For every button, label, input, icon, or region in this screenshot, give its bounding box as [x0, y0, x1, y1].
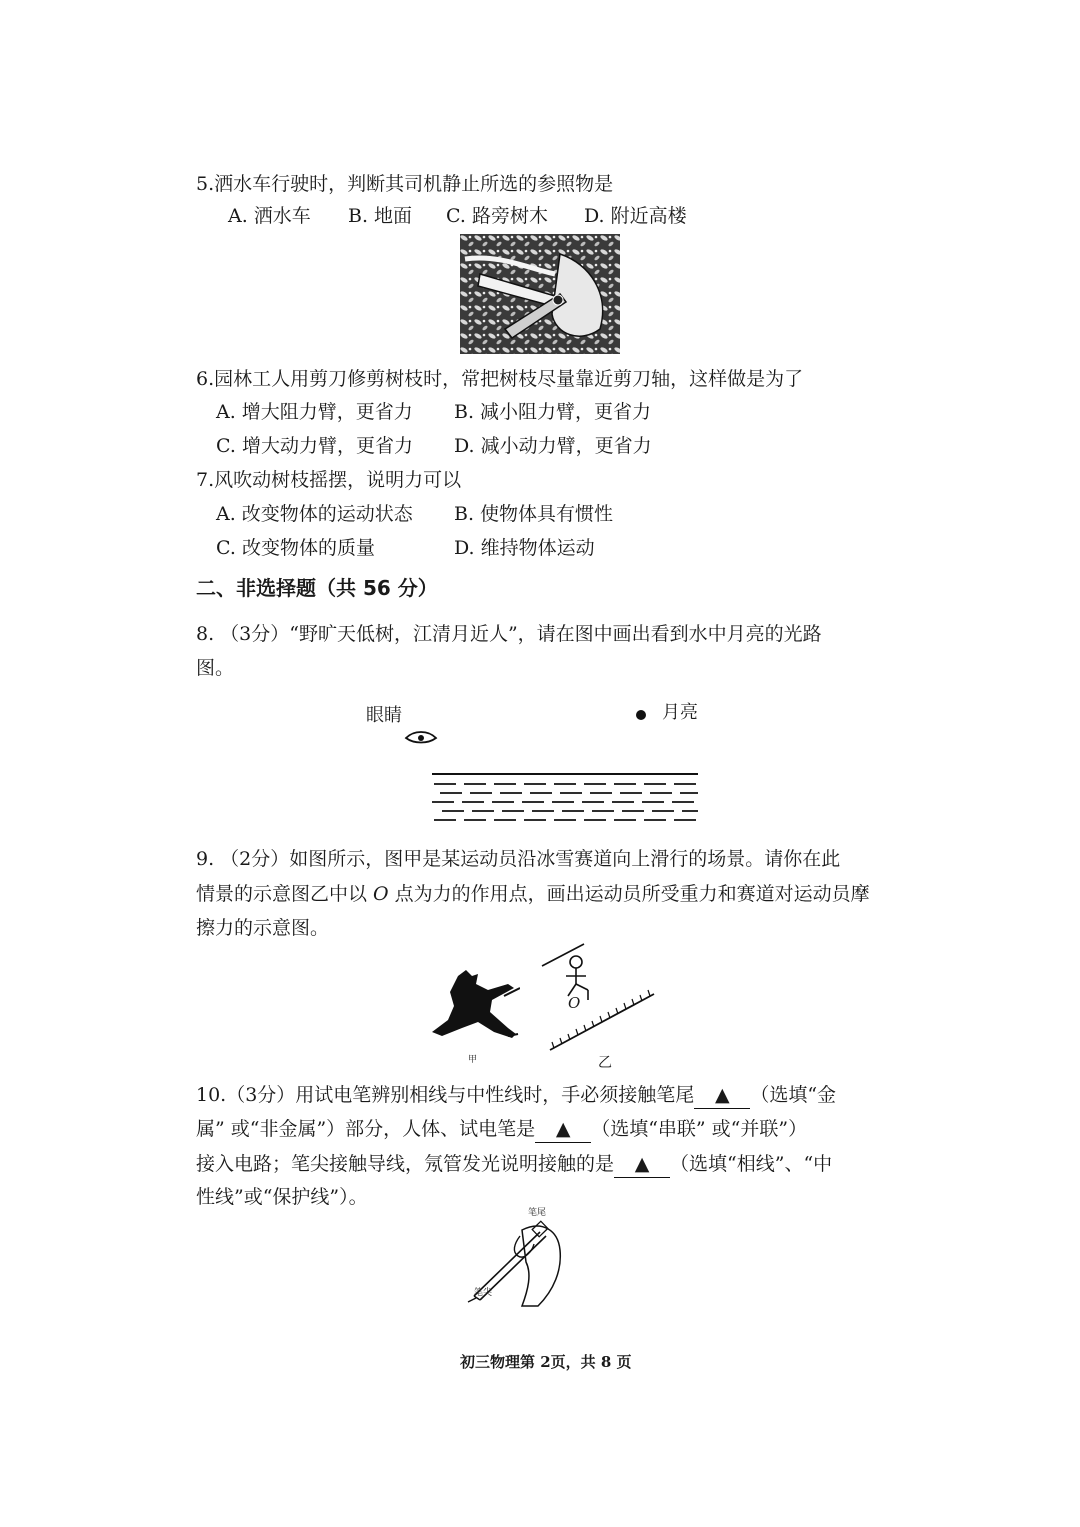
water-surface-figure — [430, 768, 702, 824]
fig-label-o: O — [568, 994, 581, 1012]
q5-option-a: A. 洒水车 — [228, 205, 311, 227]
q10-line-1-a: 10.（3分）用试电笔辨别相线与中性线时，手必须接触笔尾 — [196, 1084, 695, 1106]
test-pencil-hand-figure — [462, 1210, 574, 1314]
fig-label-tip: 笔尖 — [474, 1288, 493, 1298]
q7-option-c: C. 改变物体的质量 — [216, 537, 375, 559]
eye-label: 眼睛 — [366, 705, 402, 726]
q5-option-b: B. 地面 — [348, 205, 413, 227]
q7-stem: 7.风吹动树枝摇摆，说明力可以 — [196, 469, 462, 491]
q6-option-a: A. 增大阻力臂，更省力 — [216, 401, 413, 423]
q9-line-1: 9. （2分）如图所示，图甲是某运动员沿冰雪赛道向上滑行的场景。请你在此 — [196, 848, 841, 870]
fig-label-tail: 笔尾 — [528, 1208, 547, 1218]
q8-line-2: 图。 — [196, 657, 235, 679]
answer-blank-3[interactable]: ▲ — [614, 1151, 670, 1178]
q8-line-1: 8. （3分）“野旷天低树，江清月近人”，请在图中画出看到水中月亮的光路 — [196, 623, 822, 645]
q9-line-3: 擦力的示意图。 — [196, 917, 330, 939]
q9-point-o: O — [373, 883, 389, 905]
q6-option-d: D. 减小动力臂，更省力 — [454, 435, 652, 457]
section-title: 二、非选择题（共 56 分） — [196, 576, 438, 600]
fig-label-yi: 乙 — [598, 1055, 612, 1071]
q6-option-c: C. 增大动力臂，更省力 — [216, 435, 413, 457]
q5-stem: 5.洒水车行驶时，判断其司机静止所选的参照物是 — [196, 173, 614, 195]
q7-option-b: B. 使物体具有惯性 — [454, 503, 614, 525]
q10-line-2-a: 属” 或“非金属”）部分，人体、试电笔是 — [196, 1118, 536, 1140]
q10-line-2-b: （选填“串联” 或“并联”） — [591, 1118, 808, 1140]
page-footer: 初三物理第 2页，共 8 页 — [460, 1353, 632, 1371]
moon-dot-icon — [634, 708, 648, 722]
q10-line-1 — [196, 1082, 836, 1109]
q9-line-2-b: 点为力的作用点，画出运动员所受重力和赛道对运动员摩 — [388, 883, 870, 905]
q5-option-d: D. 附近高楼 — [584, 205, 687, 227]
moon-label: 月亮 — [662, 702, 698, 723]
q7-option-d: D. 维持物体运动 — [454, 537, 595, 559]
q7-option-a: A. 改变物体的运动状态 — [216, 503, 413, 525]
q10-line-3 — [196, 1151, 832, 1178]
scissors-branch-photo — [460, 234, 620, 354]
q6-stem: 6.园林工人用剪刀修剪树枝时，常把树枝尽量靠近剪刀轴，这样做是为了 — [196, 368, 804, 390]
q5-option-c: C. 路旁树木 — [446, 205, 548, 227]
q9-line-2-a: 情景的示意图乙中以 — [196, 883, 374, 905]
slope-diagram — [538, 938, 660, 1056]
q10-line-4: 性线”或“保护线”）。 — [196, 1186, 368, 1208]
skier-photo — [428, 966, 520, 1056]
answer-blank-1[interactable]: ▲ — [694, 1082, 750, 1109]
answer-blank-2[interactable]: ▲ — [535, 1116, 591, 1143]
q10-line-3-a: 接入电路；笔尖接触导线，氖管发光说明接触的是 — [196, 1153, 615, 1175]
q10-line-3-b: （选填“相线”、“中 — [670, 1153, 833, 1175]
fig-label-jia: 甲 — [468, 1055, 478, 1065]
q9-line-2 — [196, 881, 870, 907]
q10-line-1-b: （选填“金 — [750, 1084, 837, 1106]
eye-icon — [404, 730, 438, 748]
q10-line-2 — [196, 1116, 807, 1143]
q6-option-b: B. 减小阻力臂，更省力 — [454, 401, 652, 423]
